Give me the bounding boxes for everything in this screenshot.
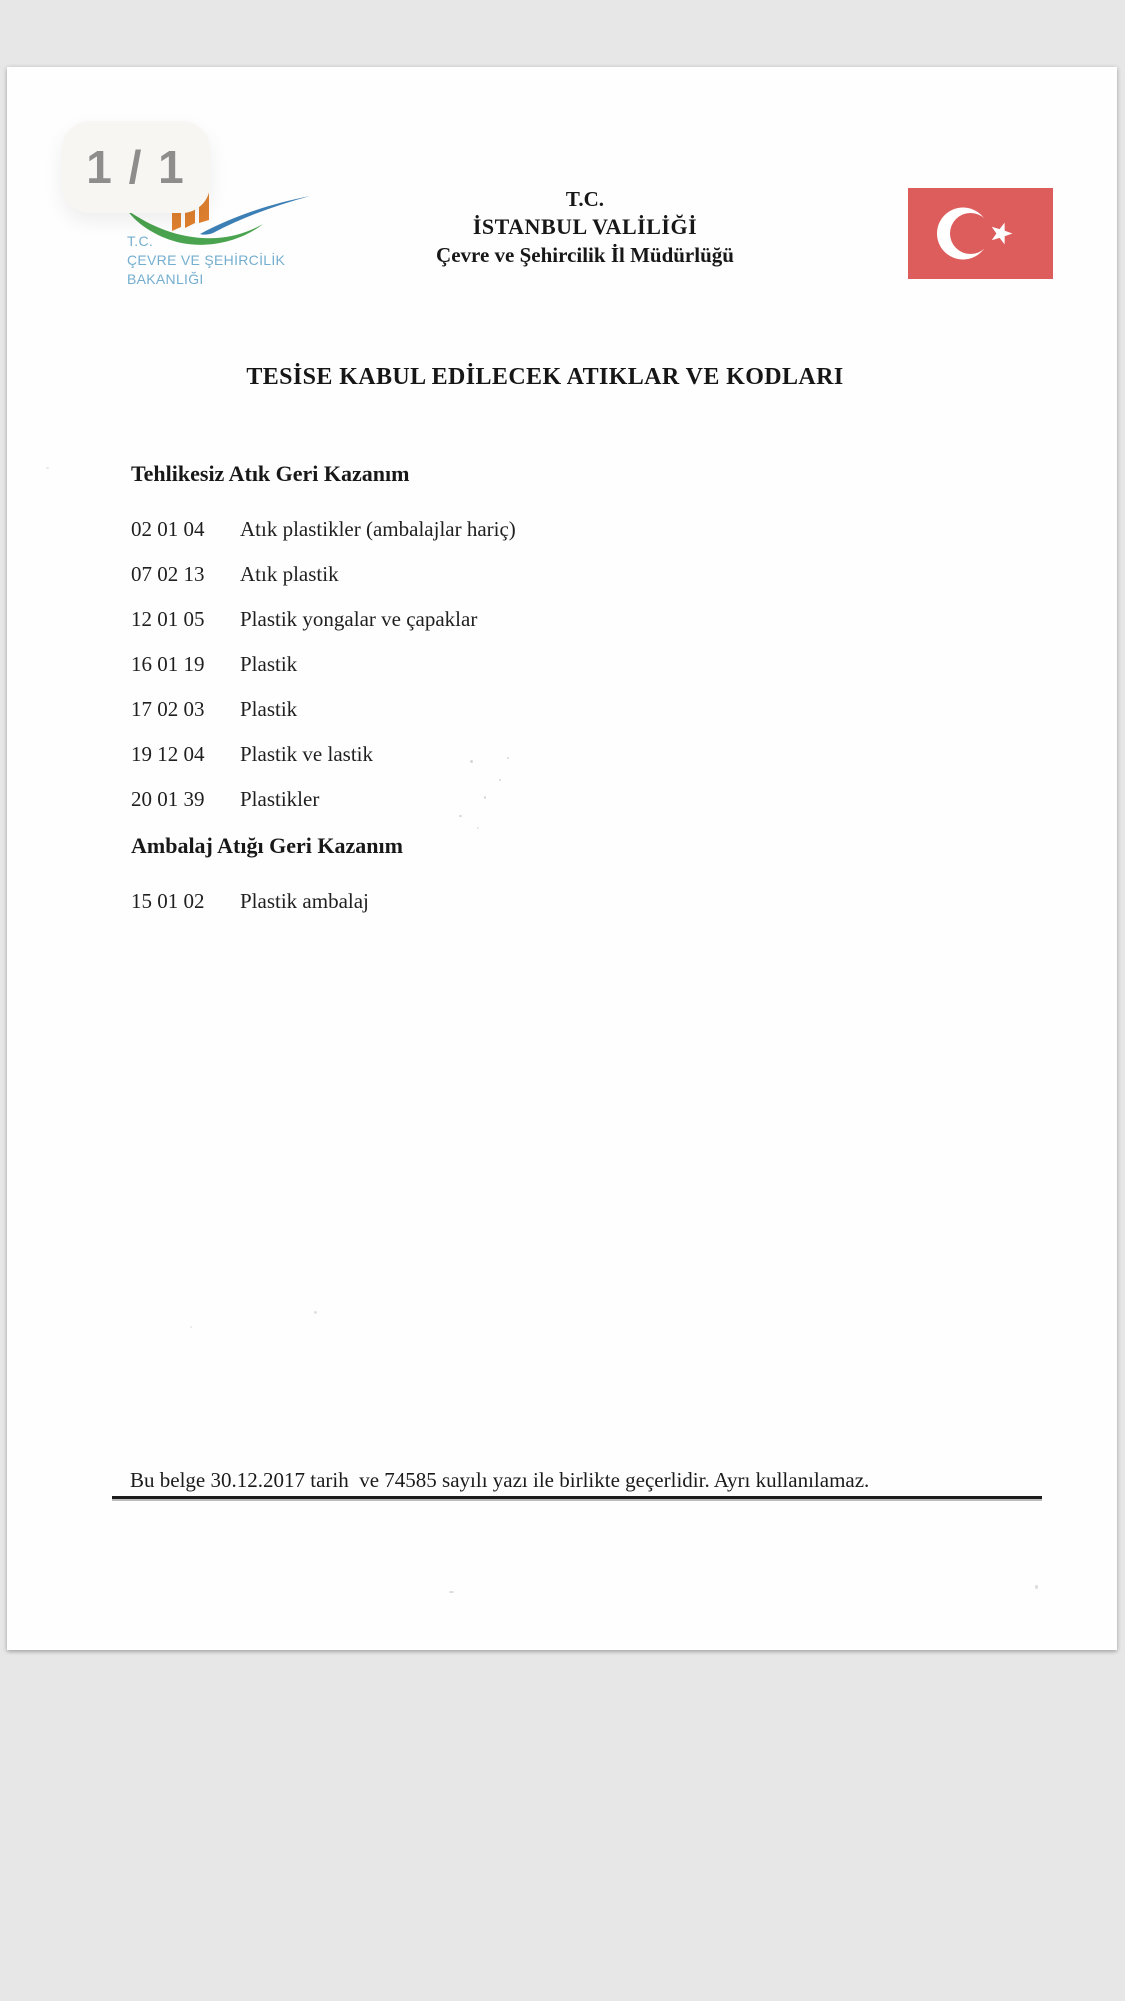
waste-code: 02 01 04 bbox=[131, 517, 205, 541]
waste-code: 07 02 13 bbox=[131, 562, 205, 586]
waste-description: Atık plastik bbox=[240, 562, 339, 586]
waste-description: Plastik bbox=[240, 697, 298, 721]
section-heading-ambalaj: Ambalaj Atığı Geri Kazanım bbox=[131, 833, 403, 858]
letterhead-directorate: Çevre ve Şehircilik İl Müdürlüğü bbox=[436, 243, 734, 267]
page-indicator-label: 1 / 1 bbox=[86, 141, 186, 193]
scan-speck bbox=[484, 796, 486, 799]
turkish-flag-icon bbox=[908, 188, 1053, 279]
scan-speck bbox=[477, 827, 479, 829]
waste-code-row bbox=[131, 887, 771, 916]
waste-code-row bbox=[131, 560, 771, 589]
page-indicator-badge bbox=[62, 121, 210, 213]
waste-code-row bbox=[131, 605, 771, 634]
waste-description: Plastik yongalar ve çapaklar bbox=[240, 607, 478, 631]
validity-note: Bu belge 30.12.2017 tarih ve 74585 sayılı yazı ile birlikte geçerlidir. Ayrı kullanılamaz. bbox=[130, 1468, 870, 1492]
waste-description: Plastik bbox=[240, 652, 298, 676]
scan-speck bbox=[190, 1326, 192, 1328]
logo-line-1: T.C. bbox=[127, 233, 154, 249]
scan-speck bbox=[470, 760, 473, 763]
scan-speck bbox=[314, 1311, 317, 1314]
waste-code: 12 01 05 bbox=[131, 607, 205, 631]
scan-speck bbox=[459, 815, 462, 817]
waste-code-row bbox=[131, 515, 771, 544]
section-heading-tehlikesiz: Tehlikesiz Atık Geri Kazanım bbox=[131, 461, 410, 486]
ministry-logo-text bbox=[127, 232, 285, 289]
waste-code: 15 01 02 bbox=[131, 889, 205, 913]
scan-speck bbox=[46, 467, 49, 469]
waste-description: Plastik ambalaj bbox=[240, 889, 369, 913]
document-title: TESİSE KABUL EDİLECEK ATIKLAR VE KODLARI bbox=[246, 364, 844, 390]
waste-description: Atık plastikler (ambalajlar hariç) bbox=[240, 517, 516, 541]
waste-code-row bbox=[131, 650, 771, 679]
waste-code: 16 01 19 bbox=[131, 652, 205, 676]
letterhead-tc: T.C. bbox=[565, 187, 605, 211]
waste-code-row bbox=[131, 695, 771, 724]
scan-speck bbox=[507, 757, 509, 759]
letterhead-governorship: İSTANBUL VALİLİĞİ bbox=[472, 214, 698, 239]
scan-speck bbox=[449, 1591, 454, 1593]
waste-code-row bbox=[131, 785, 771, 814]
waste-code: 20 01 39 bbox=[131, 787, 205, 811]
logo-line-3: BAKANLIĞI bbox=[127, 271, 204, 287]
waste-code: 19 12 04 bbox=[131, 742, 205, 766]
document-page[interactable] bbox=[7, 67, 1117, 1650]
waste-description: Plastikler bbox=[240, 787, 320, 811]
letterhead bbox=[436, 185, 734, 269]
scan-speck bbox=[1035, 1585, 1038, 1589]
document-body bbox=[131, 459, 771, 932]
logo-line-2: ÇEVRE VE ŞEHİRCİLİK bbox=[127, 252, 286, 268]
waste-description: Plastik ve lastik bbox=[240, 742, 373, 766]
footer-rule bbox=[112, 1496, 1042, 1499]
scan-speck bbox=[499, 779, 501, 781]
waste-code: 17 02 03 bbox=[131, 697, 205, 721]
waste-code-row bbox=[131, 740, 771, 769]
